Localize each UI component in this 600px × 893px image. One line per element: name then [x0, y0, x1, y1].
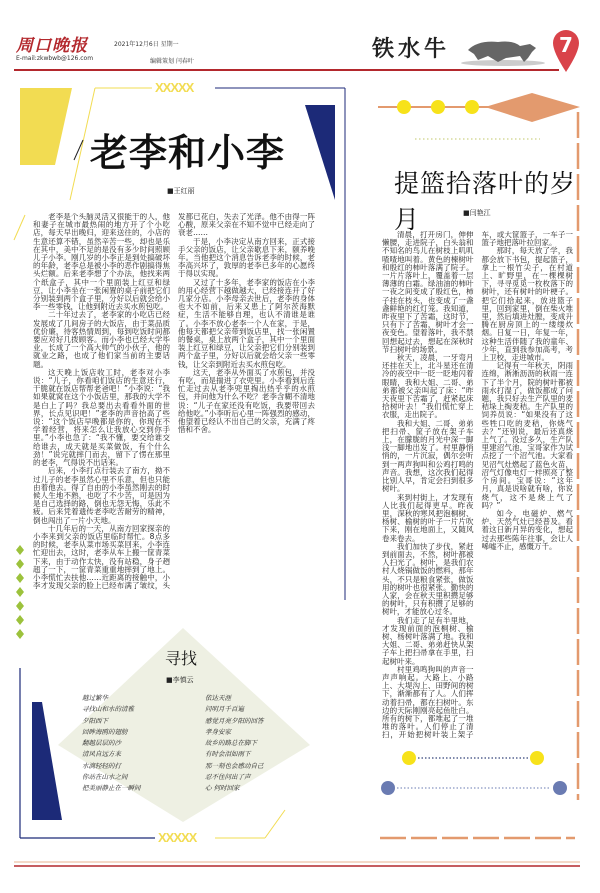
article-title-left: 老李和小李 — [90, 130, 286, 175]
poem-title: 寻找 — [165, 649, 198, 668]
poem-line: 有时会泪如雨下 — [205, 750, 251, 759]
article-title-right: 提篮拾落叶的岁月 — [394, 169, 577, 234]
paragraph: 清晨，打开房门，伸伸懒腰，走进院子，白头翁和不知名的鸟儿在树枝上叽叽喳喳地叫着。黄色的楝树叶和殷红的柿叶落满了院子。一片片落叶上，覆盖着一层薄薄的白霜。绿油油的柿叶一夜之间变成了殷红色，柿子挂在枝头，也变成了一盏盏鲜艳的红灯笼。我知道，昨夜里下了苦霜，这时节，只有下了苦霜，树叶才会一夜变色。望着落叶，我不禁回想起过去，想起在深秋时节扫树叶的场景。 — [382, 231, 474, 354]
green-diamond-dots — [16, 545, 24, 639]
poem-line: 你站在山水之间 — [82, 773, 128, 782]
poem-line: 问明月千百遍 — [205, 705, 244, 714]
poem-line: 那一刻也会感动自己 — [205, 761, 264, 770]
poem-line: 故乡的路总在脚下 — [205, 739, 257, 748]
paragraph: 如今，电磁炉、燃气炉、天然气灶已经普及。看着这日新月异的变化，想起过去那些陈年往事，会让人唏嘘不止，感慨万千。 — [481, 508, 573, 551]
article-author-left: ■王红丽 — [167, 187, 195, 195]
paragraph: 十几年后的一天，从南方回家探亲的小李来到父亲的饭店里临时帮忙。8点多的时候，老李从菜市场买菜回来，小李连忙迎出去，这时，老李从车上搬一筐青菜下来，由于动作太快，没有站稳，身子趔趄了一下，一筐青菜重重地摔到了地上。小李慌忙去扶他……近距离的接触中，小李才发现父亲的脸上已经布满了皱纹，头发都已花白，失去了光泽。他不由得一阵心酸，原来父亲在不知不觉中已经走向了衰老…… — [33, 213, 315, 591]
yellow-corner-shape — [20, 88, 72, 165]
paragraph: 二十年过去了，老李家的小吃店已经发展成了几间房子的大饭店，由于菜品质优价廉，待客热情周到，每到吃饭时间都要应对好几拨顾客。而小李也已经大学毕业，长成了一个高大帅气的小伙子，他的就业之路，也成了他们家当前的主要话题。 — [33, 310, 170, 369]
paragraph: 老李是个头脑灵活又很能干的人，他和妻子在城市最热闹的地方开了个小吃店，每天早出晚归，迎来送往的，小店的生意还算不错，虽然辛苦一些，却也是乐在其中，美中不足的是没有多少时间照顾儿子小李。刚几岁的小李正是到处搞破坏的年龄，老李总是被小李的恶作剧搞得焦头烂额。后来老李想了个办法，他找来两个纸盒子，其中一个里面装上红豆和绿豆，让小李坐在一张闲置的桌子前把它们分别装到两个盒子里，分好以后就会给小李一些零钱，让他到附近去买水煎包吃。 — [33, 213, 170, 312]
orange-diamond — [485, 93, 580, 122]
issue-date: 2021年12月6日 星期一 — [114, 41, 179, 48]
paragraph: 来到村街上，才发现有人比我们起得更早。昨夜里，深秋的寒风把泡桐树、杨树、榆树的叶子一片片吹下来，刚在地面上，又随风卷来卷去。 — [382, 492, 474, 543]
paragraph: 后来，小李打点行装去了南方，拗不过儿子的老李虽然心里不乐意，但也只能由着他去。得了自由的小李虽然刚去的时候人生地不熟，也吃了不少苦，可是因为是自己选择的路，倒也无怨无悔，乐此不疲。后来凭着遗传老李吃苦耐劳的精神，倒也闯出了一片小天地。 — [33, 466, 170, 525]
article-author-right: ■闫艳江 — [463, 209, 491, 217]
section-marker-bottom: XXXXX — [158, 830, 197, 845]
article-body-right — [382, 231, 573, 741]
poem-line: 感觉月亮夕阳的回答 — [205, 716, 264, 725]
poem-line: 越过繁华 — [82, 694, 108, 702]
paragraph: 记得有一年秋天，阴雨连绵，淅淅沥沥的秋雨一连下了半个月，院的树叶都被雨水打湿了，做饭都成了问题，我只好去生产队里的麦秸垛上掏麦秸。生产队里的饲养员说：“如果没有了这些牲口吃的麦秸，你烧气去？”还别说，最后还真烧上气了。没过多久，生产队里建沼气池，宝哥家作为试点挖了一个沼气池。大家看见沼气灶燃起了蓝色火苗，沼气灯像电灯一样照亮了整个房间。宝哥说：“这年月，真是说啥就有啥，你说烧气，这不是烧上气了吗？” — [481, 361, 573, 510]
paragraph: 于是，小李决定从南方回来，正式接手父亲的饭店，让父亲歇息下来，颐养晚年。当他把这个消息告诉老李的时候，老李高兴坏了，敦厚的老李已多年的心愿终于得以实现。 — [178, 236, 315, 279]
column-title: 铁水牛 — [372, 36, 451, 62]
paragraph: 秋天，凌晨，一牙弯月还挂在天上，北斗星还在清冷的夜空中一眨一眨地闪着眼睛，我和大姐、二哥、弟弟都被父亲叫起了床：“昨天夜里下苦霜了，赶紧起床拾树叶去！”我们慌忙穿上衣服，走出院子。 — [382, 353, 474, 420]
navy-triangle — [305, 105, 335, 200]
email-address: E-mail:zkwbwb@126.com — [16, 55, 94, 62]
poem-line: 把美丽静止在一瞬间 — [82, 784, 141, 793]
paragraph: 我们走了足有半里地，才发现前面的泡桐树、榆树、杨树叶落满了地。我和大姐、二哥、弟弟赶快从架子车上把扫帚拿在手里，扫起树叶来。 — [382, 615, 474, 666]
poem-line: 孝身安家 — [205, 727, 231, 736]
poem-line: 夕阳西下 — [82, 716, 108, 725]
paragraph: 我们加快了步伐，紧赶到前面去，不然，树叶都被人扫光了。树叶，是我们农村人烧锅做饭的燃料，那年头，不只是粮食紧张，做饭用的树叶也很紧张。勤快的人家，会在秋天里积攒足够的树叶，只有积攒了足够的树叶，才能放心过冬。 — [382, 541, 474, 617]
paragraph: 又过了十多年，老李家的饭店在小李的用心经营下越做越大，已经接连开了好几家分店。小李母亲去世后，老李的身体也大不如前，后来又患上了阿尔茨海默症，生活不能够自理，也认不清谁是谁了。小李不放心老李一个人在家，于是，他每天都把父亲带到饭店里，找一张闲置的餐桌，桌上放两个盒子，其中一个里面装上红豆和绿豆，让父亲把它们分别装到两个盒子里，分好以后就会给父亲一些零钱，让父亲到附近去买水煎包吃。 — [178, 277, 315, 369]
section-marker: XXXXX — [155, 80, 194, 95]
editor-credit: 编辑策划 闫春叶 — [150, 58, 194, 65]
poem-author: ■李慎云 — [166, 676, 194, 684]
paragraph: 村里鸡鸣狗叫的声音一声声响起。大路上、小路上、大堤沟上、田野间的树下，渐渐都有了人。人们挥动着扫帚，都在扫树叶。东边的天际刚刚亮起鱼肚白。所有的树下，都堆起了一堆堆的落叶。人们停止了清扫，开始把树叶装上架子车，或大筐篮子，一车子一篮子地把落叶拉回家。 — [382, 231, 573, 740]
page-number: 7 — [559, 33, 573, 57]
poem-column-right — [205, 693, 264, 795]
poem-line: 寻找山和水的清雅 — [82, 705, 134, 714]
poem-line: 心 何时回家 — [205, 784, 240, 793]
masthead-rule — [14, 69, 559, 71]
poem-line: 依达天涯 — [205, 694, 231, 702]
poem-line: 水滴轻轻的打 — [82, 761, 121, 770]
paragraph: 那时，每天放了学，我都会放下书包，提起篮子，拿上一根竹尖子，在村道上、旷野里，在一棵棵树下，寻寻觅觅一枚枚落下的树叶，还有树叶的叶梗子。把它们拾起来，放进篮子里，回到家里，倒在柴火堆里，然后填进灶膛，变成升腾在厨房顶上的一缕缕炊烟。日复一日，年复一年，这种生活伴随了我的童年、少年，直到我参加高考，考上卫校，走进城市。 — [481, 246, 573, 363]
article-body-left — [33, 213, 315, 598]
paragraph: 这天晚上饭店收工时，老李对小李说：“儿子，你看咱们饭店的生意还行，干脆就在饭店帮帮老爸吧！”小李说：“我如果就窝在这个小饭店里，那我的大学不是白上了吗？我总要出去看看外面的世界，长点见识吧！”老李的声音抬高了些说：“这个饭店早晚都是你的，你现在不学着经营，将来怎么让我放心交到你手里。”小李也急了：“我不懂，要交给谁交给谁去，成天就是买菜做饭，有个什么劲！”说完就摔门而去，留下了愣在那里的老李，气得说不出话来。 — [33, 367, 170, 468]
navy-triangle-poem — [32, 702, 62, 820]
poem-column-left — [82, 693, 141, 795]
paragraph: 我和大姐、二哥、弟弟把扫帚、筐子放在架子车上，在朦胧的月光中深一脚浅一脚地出发了。村里静悄悄的，一片沉寂，偶尔会听到一两声狗叫和公鸡打鸣的声音。我想，这次我们起得比别人早，肯定会扫到很多树叶。 — [382, 418, 474, 494]
poem-line: 清风自远方来 — [82, 750, 121, 759]
poem-line: 回眸海鸥的翅膀 — [82, 727, 128, 736]
poem-line: 忍不住问出了声 — [205, 773, 251, 782]
bull-icon — [458, 36, 548, 66]
poem-line: 翻越层层的沙 — [82, 739, 121, 748]
paragraph: 这天，老李从外面买了水煎包，并没有吃，而是揣进了衣兜里。小李看到后连忙走过去从老李兜里掏出热乎乎的水煎包，并问他为什么不吃？老李含糊不清地说：“儿子在家还没有吃饭，我要带回去给他吃。”小李听后心里一阵强烈的感动，他望着已经认不出自己的父亲，充满了疼惜和不舍。 — [178, 367, 315, 435]
newspaper-logo: 周口晚报 — [16, 36, 88, 56]
